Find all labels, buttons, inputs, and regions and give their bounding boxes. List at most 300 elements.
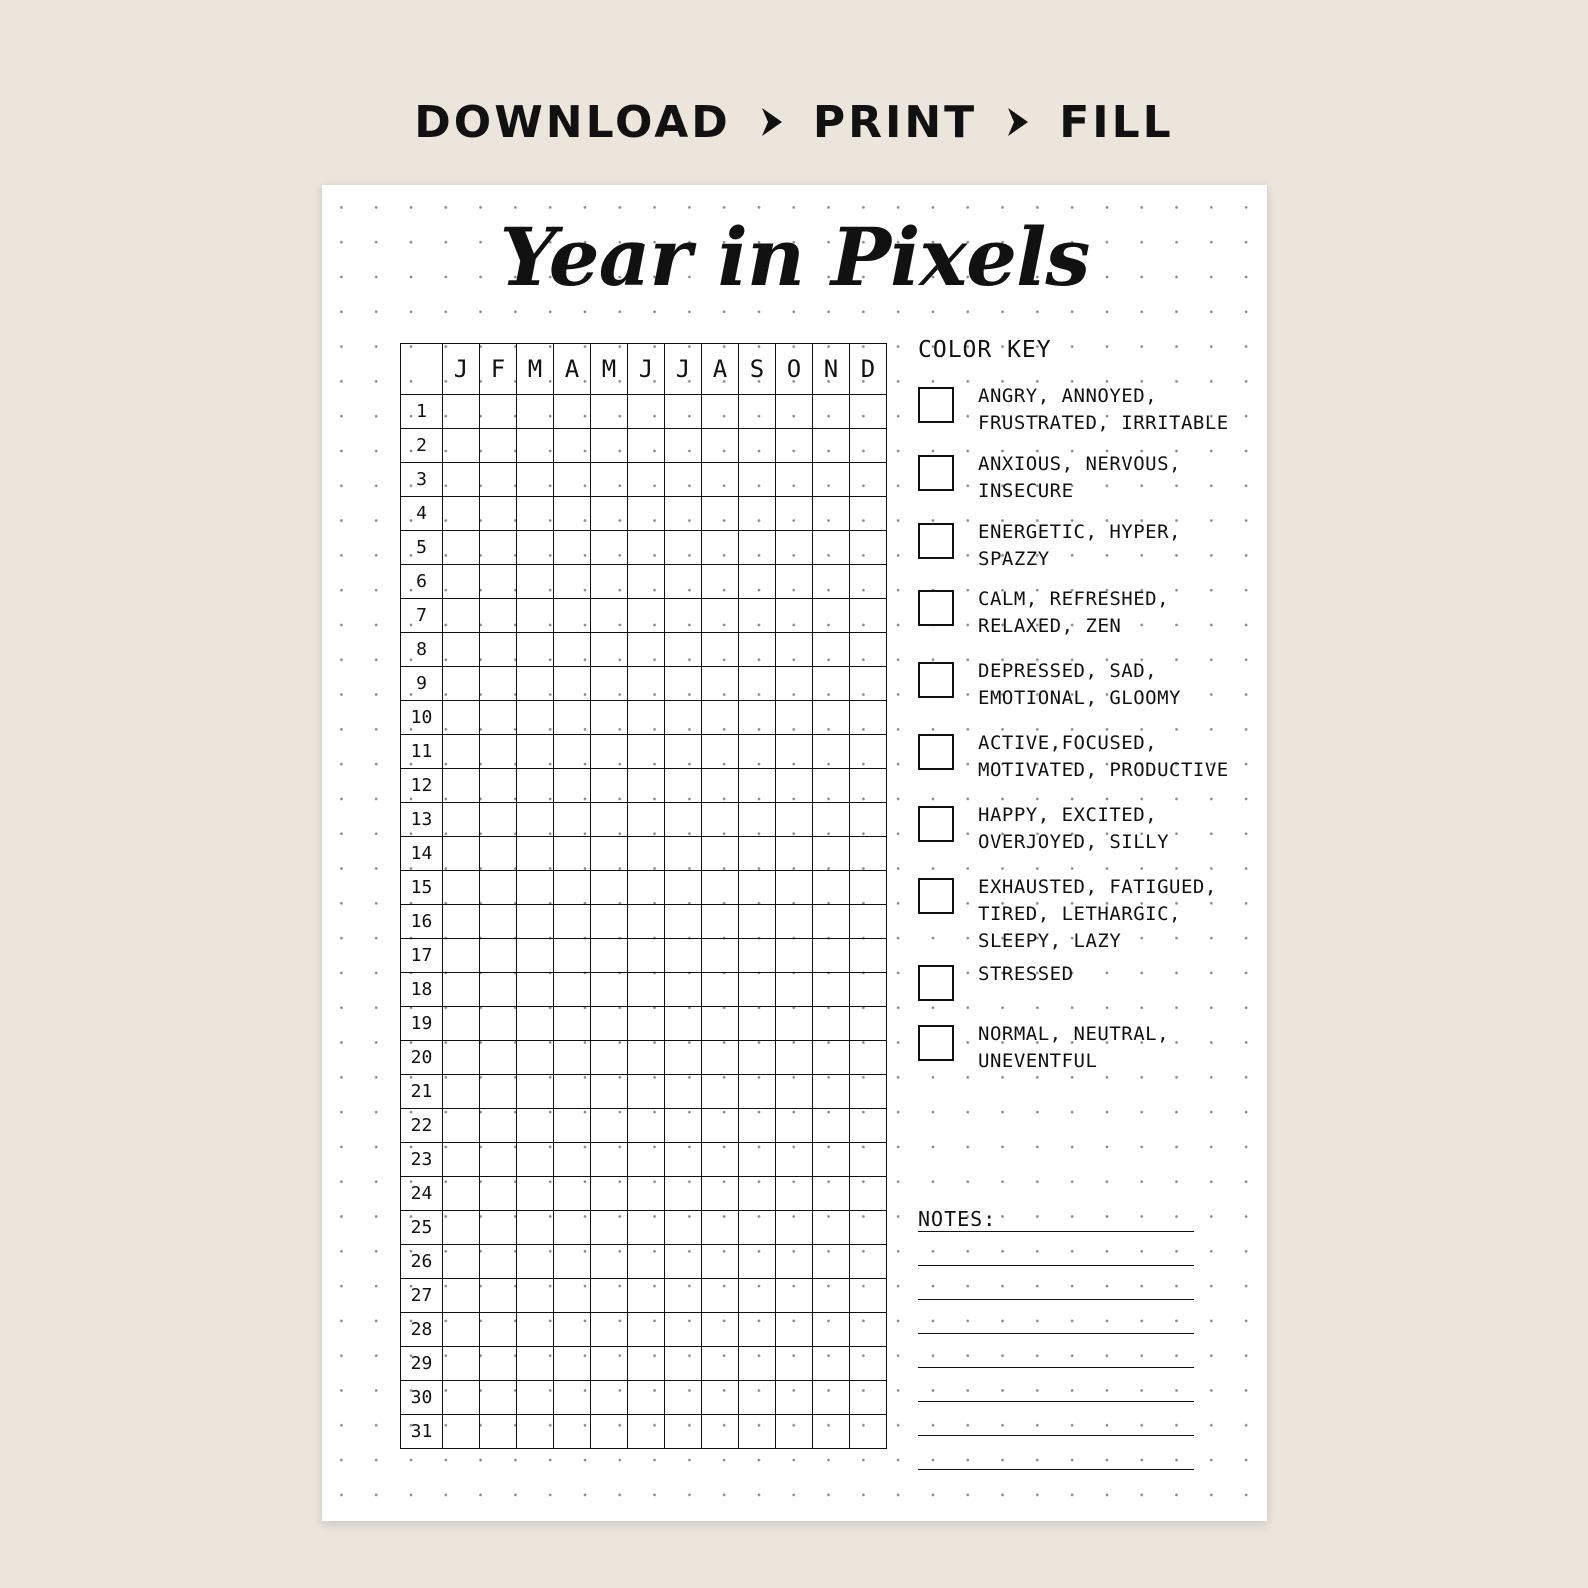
pixel-cell[interactable] (628, 905, 665, 939)
pixel-cell[interactable] (702, 1279, 739, 1313)
pixel-cell[interactable] (739, 565, 776, 599)
pixel-cell[interactable] (554, 1041, 591, 1075)
color-swatch-box[interactable] (918, 662, 954, 698)
pixel-cell[interactable] (813, 735, 850, 769)
pixel-cell[interactable] (850, 599, 887, 633)
pixel-cell[interactable] (850, 1143, 887, 1177)
pixel-cell[interactable] (813, 565, 850, 599)
pixel-cell[interactable] (517, 769, 554, 803)
pixel-cell[interactable] (739, 1415, 776, 1449)
pixel-cell[interactable] (591, 701, 628, 735)
pixel-cell[interactable] (702, 701, 739, 735)
pixel-cell[interactable] (850, 667, 887, 701)
pixel-cell[interactable] (517, 463, 554, 497)
pixel-cell[interactable] (554, 1381, 591, 1415)
pixel-cell[interactable] (665, 701, 702, 735)
pixel-cell[interactable] (443, 463, 480, 497)
pixel-cell[interactable] (702, 1211, 739, 1245)
pixel-cell[interactable] (850, 973, 887, 1007)
pixel-cell[interactable] (628, 837, 665, 871)
pixel-cell[interactable] (702, 497, 739, 531)
pixel-cell[interactable] (776, 1041, 813, 1075)
pixel-cell[interactable] (591, 735, 628, 769)
pixel-cell[interactable] (628, 803, 665, 837)
pixel-cell[interactable] (480, 1143, 517, 1177)
pixel-cell[interactable] (480, 1279, 517, 1313)
pixel-cell[interactable] (443, 667, 480, 701)
pixel-cell[interactable] (554, 395, 591, 429)
pixel-cell[interactable] (850, 1109, 887, 1143)
pixel-cell[interactable] (702, 973, 739, 1007)
pixel-cell[interactable] (702, 1245, 739, 1279)
pixel-cell[interactable] (776, 463, 813, 497)
pixel-cell[interactable] (480, 769, 517, 803)
pixel-cell[interactable] (480, 1007, 517, 1041)
pixel-cell[interactable] (480, 599, 517, 633)
pixel-cell[interactable] (443, 633, 480, 667)
pixel-cell[interactable] (628, 599, 665, 633)
pixel-cell[interactable] (850, 531, 887, 565)
pixel-cell[interactable] (517, 837, 554, 871)
pixel-cell[interactable] (776, 1007, 813, 1041)
pixel-cell[interactable] (628, 1381, 665, 1415)
pixel-cell[interactable] (776, 1347, 813, 1381)
pixel-cell[interactable] (850, 769, 887, 803)
pixel-cell[interactable] (665, 565, 702, 599)
pixel-cell[interactable] (776, 1313, 813, 1347)
pixel-cell[interactable] (554, 1109, 591, 1143)
pixel-cell[interactable] (443, 701, 480, 735)
pixel-cell[interactable] (591, 667, 628, 701)
pixel-cell[interactable] (628, 463, 665, 497)
pixel-cell[interactable] (443, 531, 480, 565)
pixel-cell[interactable] (591, 463, 628, 497)
pixel-cell[interactable] (517, 803, 554, 837)
pixel-cell[interactable] (813, 905, 850, 939)
pixel-cell[interactable] (628, 1143, 665, 1177)
pixel-cell[interactable] (480, 939, 517, 973)
pixel-cell[interactable] (665, 973, 702, 1007)
pixel-cell[interactable] (628, 701, 665, 735)
color-swatch-box[interactable] (918, 387, 954, 423)
pixel-cell[interactable] (813, 1143, 850, 1177)
pixel-cell[interactable] (443, 1279, 480, 1313)
pixel-cell[interactable] (628, 1041, 665, 1075)
pixel-cell[interactable] (850, 871, 887, 905)
pixel-cell[interactable] (591, 1007, 628, 1041)
pixel-cell[interactable] (702, 769, 739, 803)
pixel-cell[interactable] (517, 1347, 554, 1381)
pixel-cell[interactable] (813, 429, 850, 463)
pixel-cell[interactable] (702, 1177, 739, 1211)
note-line[interactable] (918, 1333, 1194, 1334)
pixel-cell[interactable] (702, 633, 739, 667)
pixel-cell[interactable] (850, 1211, 887, 1245)
pixel-cell[interactable] (554, 531, 591, 565)
pixel-cell[interactable] (443, 1313, 480, 1347)
pixel-cell[interactable] (665, 1177, 702, 1211)
pixel-cell[interactable] (665, 1041, 702, 1075)
pixel-cell[interactable] (776, 633, 813, 667)
pixel-cell[interactable] (739, 395, 776, 429)
pixel-cell[interactable] (739, 1347, 776, 1381)
pixel-cell[interactable] (554, 1177, 591, 1211)
pixel-cell[interactable] (739, 1313, 776, 1347)
pixel-cell[interactable] (517, 1109, 554, 1143)
pixel-cell[interactable] (517, 1075, 554, 1109)
pixel-cell[interactable] (702, 803, 739, 837)
pixel-cell[interactable] (591, 939, 628, 973)
pixel-cell[interactable] (739, 463, 776, 497)
pixel-cell[interactable] (813, 871, 850, 905)
pixel-cell[interactable] (591, 837, 628, 871)
pixel-cell[interactable] (628, 1279, 665, 1313)
pixel-cell[interactable] (702, 1415, 739, 1449)
pixel-cell[interactable] (628, 565, 665, 599)
pixel-cell[interactable] (554, 939, 591, 973)
pixel-cell[interactable] (813, 599, 850, 633)
pixel-cell[interactable] (813, 837, 850, 871)
pixel-cell[interactable] (628, 429, 665, 463)
pixel-cell[interactable] (554, 1143, 591, 1177)
note-line[interactable] (918, 1469, 1194, 1470)
pixel-cell[interactable] (813, 939, 850, 973)
pixel-cell[interactable] (776, 497, 813, 531)
pixel-cell[interactable] (665, 599, 702, 633)
pixel-cell[interactable] (591, 633, 628, 667)
pixel-cell[interactable] (665, 1313, 702, 1347)
pixel-cell[interactable] (517, 395, 554, 429)
pixel-cell[interactable] (554, 905, 591, 939)
pixel-cell[interactable] (739, 1211, 776, 1245)
pixel-cell[interactable] (554, 1313, 591, 1347)
pixel-cell[interactable] (813, 531, 850, 565)
pixel-cell[interactable] (517, 497, 554, 531)
pixel-cell[interactable] (628, 735, 665, 769)
pixel-cell[interactable] (776, 1381, 813, 1415)
pixel-cell[interactable] (554, 1211, 591, 1245)
pixel-cell[interactable] (776, 565, 813, 599)
pixel-cell[interactable] (591, 1177, 628, 1211)
pixel-cell[interactable] (739, 1143, 776, 1177)
pixel-cell[interactable] (628, 633, 665, 667)
pixel-cell[interactable] (443, 1007, 480, 1041)
pixel-cell[interactable] (517, 973, 554, 1007)
pixel-cell[interactable] (628, 1347, 665, 1381)
pixel-cell[interactable] (480, 1041, 517, 1075)
pixel-cell[interactable] (776, 1143, 813, 1177)
pixel-cell[interactable] (702, 1347, 739, 1381)
pixel-cell[interactable] (628, 497, 665, 531)
pixel-cell[interactable] (776, 837, 813, 871)
pixel-cell[interactable] (480, 1415, 517, 1449)
pixel-cell[interactable] (591, 1041, 628, 1075)
pixel-cell[interactable] (739, 701, 776, 735)
pixel-cell[interactable] (665, 803, 702, 837)
pixel-cell[interactable] (628, 1075, 665, 1109)
note-line[interactable] (918, 1367, 1194, 1368)
pixel-cell[interactable] (665, 1109, 702, 1143)
pixel-cell[interactable] (776, 1279, 813, 1313)
pixel-cell[interactable] (665, 667, 702, 701)
pixel-cell[interactable] (480, 463, 517, 497)
pixel-cell[interactable] (443, 1381, 480, 1415)
pixel-cell[interactable] (517, 1041, 554, 1075)
pixel-cell[interactable] (591, 1211, 628, 1245)
pixel-cell[interactable] (813, 1041, 850, 1075)
pixel-cell[interactable] (480, 871, 517, 905)
pixel-cell[interactable] (591, 429, 628, 463)
pixel-cell[interactable] (850, 1347, 887, 1381)
pixel-cell[interactable] (517, 1313, 554, 1347)
pixel-cell[interactable] (591, 1313, 628, 1347)
pixel-cell[interactable] (776, 905, 813, 939)
pixel-cell[interactable] (517, 871, 554, 905)
pixel-cell[interactable] (813, 1177, 850, 1211)
pixel-cell[interactable] (628, 1177, 665, 1211)
pixel-cell[interactable] (850, 1245, 887, 1279)
pixel-cell[interactable] (554, 463, 591, 497)
pixel-cell[interactable] (813, 1245, 850, 1279)
pixel-cell[interactable] (665, 1211, 702, 1245)
pixel-cell[interactable] (480, 497, 517, 531)
pixel-cell[interactable] (591, 1415, 628, 1449)
pixel-cell[interactable] (813, 395, 850, 429)
pixel-cell[interactable] (665, 395, 702, 429)
pixel-cell[interactable] (776, 667, 813, 701)
pixel-cell[interactable] (702, 667, 739, 701)
pixel-cell[interactable] (480, 565, 517, 599)
pixel-cell[interactable] (813, 1415, 850, 1449)
pixel-cell[interactable] (702, 871, 739, 905)
pixel-cell[interactable] (443, 735, 480, 769)
pixel-cell[interactable] (776, 599, 813, 633)
pixel-cell[interactable] (850, 463, 887, 497)
pixel-cell[interactable] (554, 803, 591, 837)
color-swatch-box[interactable] (918, 878, 954, 914)
pixel-cell[interactable] (776, 939, 813, 973)
pixel-cell[interactable] (554, 871, 591, 905)
pixel-cell[interactable] (443, 1347, 480, 1381)
note-line[interactable] (918, 1401, 1194, 1402)
pixel-cell[interactable] (850, 1415, 887, 1449)
pixel-cell[interactable] (665, 1381, 702, 1415)
pixel-cell[interactable] (850, 1075, 887, 1109)
pixel-cell[interactable] (702, 1041, 739, 1075)
pixel-cell[interactable] (554, 1245, 591, 1279)
pixel-cell[interactable] (813, 633, 850, 667)
pixel-cell[interactable] (813, 1007, 850, 1041)
pixel-cell[interactable] (739, 1109, 776, 1143)
pixel-cell[interactable] (739, 633, 776, 667)
pixel-cell[interactable] (739, 939, 776, 973)
pixel-cell[interactable] (443, 939, 480, 973)
pixel-cell[interactable] (813, 497, 850, 531)
pixel-cell[interactable] (554, 1075, 591, 1109)
note-line[interactable] (918, 1265, 1194, 1266)
pixel-cell[interactable] (702, 939, 739, 973)
note-line[interactable] (918, 1435, 1194, 1436)
pixel-cell[interactable] (628, 1211, 665, 1245)
pixel-cell[interactable] (480, 633, 517, 667)
pixel-cell[interactable] (628, 973, 665, 1007)
pixel-cell[interactable] (628, 395, 665, 429)
pixel-cell[interactable] (739, 803, 776, 837)
pixel-cell[interactable] (702, 735, 739, 769)
color-swatch-box[interactable] (918, 965, 954, 1001)
pixel-cell[interactable] (554, 599, 591, 633)
pixel-cell[interactable] (554, 667, 591, 701)
pixel-cell[interactable] (665, 1279, 702, 1313)
pixel-cell[interactable] (813, 701, 850, 735)
pixel-cell[interactable] (739, 1245, 776, 1279)
pixel-cell[interactable] (739, 429, 776, 463)
pixel-cell[interactable] (554, 837, 591, 871)
pixel-cell[interactable] (443, 599, 480, 633)
pixel-cell[interactable] (739, 667, 776, 701)
pixel-cell[interactable] (443, 1109, 480, 1143)
pixel-cell[interactable] (665, 905, 702, 939)
pixel-cell[interactable] (443, 905, 480, 939)
pixel-cell[interactable] (813, 1075, 850, 1109)
pixel-cell[interactable] (480, 1109, 517, 1143)
color-swatch-box[interactable] (918, 1025, 954, 1061)
pixel-cell[interactable] (591, 871, 628, 905)
pixel-cell[interactable] (813, 1211, 850, 1245)
pixel-cell[interactable] (554, 1007, 591, 1041)
pixel-cell[interactable] (813, 1109, 850, 1143)
pixel-cell[interactable] (443, 973, 480, 1007)
pixel-cell[interactable] (554, 769, 591, 803)
pixel-cell[interactable] (739, 599, 776, 633)
pixel-cell[interactable] (850, 565, 887, 599)
pixel-cell[interactable] (813, 463, 850, 497)
pixel-cell[interactable] (480, 429, 517, 463)
pixel-cell[interactable] (739, 735, 776, 769)
pixel-cell[interactable] (776, 701, 813, 735)
pixel-cell[interactable] (665, 1245, 702, 1279)
pixel-cell[interactable] (850, 701, 887, 735)
pixel-cell[interactable] (554, 1415, 591, 1449)
pixel-cell[interactable] (443, 1075, 480, 1109)
pixel-cell[interactable] (554, 701, 591, 735)
pixel-cell[interactable] (739, 769, 776, 803)
pixel-cell[interactable] (702, 599, 739, 633)
pixel-cell[interactable] (517, 429, 554, 463)
pixel-cell[interactable] (665, 531, 702, 565)
pixel-cell[interactable] (850, 735, 887, 769)
pixel-cell[interactable] (517, 905, 554, 939)
pixel-cell[interactable] (776, 769, 813, 803)
pixel-cell[interactable] (850, 1041, 887, 1075)
pixel-cell[interactable] (850, 497, 887, 531)
pixel-cell[interactable] (850, 429, 887, 463)
pixel-cell[interactable] (628, 939, 665, 973)
pixel-cell[interactable] (480, 837, 517, 871)
pixel-cell[interactable] (850, 1279, 887, 1313)
pixel-cell[interactable] (480, 973, 517, 1007)
pixel-cell[interactable] (702, 1109, 739, 1143)
pixel-cell[interactable] (480, 1245, 517, 1279)
pixel-cell[interactable] (517, 701, 554, 735)
pixel-cell[interactable] (554, 497, 591, 531)
pixel-cell[interactable] (776, 531, 813, 565)
pixel-cell[interactable] (813, 1313, 850, 1347)
pixel-cell[interactable] (776, 1075, 813, 1109)
pixel-cell[interactable] (554, 633, 591, 667)
note-line[interactable] (918, 1231, 1194, 1232)
pixel-cell[interactable] (443, 1415, 480, 1449)
pixel-cell[interactable] (813, 973, 850, 1007)
pixel-cell[interactable] (665, 1143, 702, 1177)
pixel-cell[interactable] (628, 1415, 665, 1449)
pixel-cell[interactable] (443, 497, 480, 531)
pixel-cell[interactable] (665, 1347, 702, 1381)
pixel-cell[interactable] (480, 1381, 517, 1415)
pixel-cell[interactable] (443, 1143, 480, 1177)
pixel-cell[interactable] (443, 769, 480, 803)
pixel-cell[interactable] (480, 395, 517, 429)
pixel-cell[interactable] (739, 497, 776, 531)
pixel-cell[interactable] (739, 973, 776, 1007)
pixel-cell[interactable] (850, 837, 887, 871)
pixel-cell[interactable] (665, 1415, 702, 1449)
pixel-cell[interactable] (591, 565, 628, 599)
pixel-cell[interactable] (850, 1313, 887, 1347)
pixel-cell[interactable] (850, 1007, 887, 1041)
pixel-cell[interactable] (480, 735, 517, 769)
pixel-cell[interactable] (517, 1245, 554, 1279)
pixel-cell[interactable] (628, 1007, 665, 1041)
pixel-cell[interactable] (850, 633, 887, 667)
pixel-cell[interactable] (702, 395, 739, 429)
pixel-cell[interactable] (628, 1109, 665, 1143)
pixel-cell[interactable] (554, 429, 591, 463)
pixel-cell[interactable] (517, 1007, 554, 1041)
pixel-cell[interactable] (850, 395, 887, 429)
note-line[interactable] (918, 1299, 1194, 1300)
pixel-cell[interactable] (702, 1143, 739, 1177)
pixel-cell[interactable] (591, 1109, 628, 1143)
pixel-cell[interactable] (480, 531, 517, 565)
pixel-cell[interactable] (517, 599, 554, 633)
pixel-cell[interactable] (591, 1075, 628, 1109)
pixel-cell[interactable] (776, 429, 813, 463)
pixel-cell[interactable] (517, 667, 554, 701)
pixel-cell[interactable] (517, 939, 554, 973)
pixel-cell[interactable] (702, 531, 739, 565)
pixel-cell[interactable] (554, 565, 591, 599)
color-swatch-box[interactable] (918, 455, 954, 491)
pixel-cell[interactable] (554, 1347, 591, 1381)
pixel-cell[interactable] (628, 769, 665, 803)
pixel-cell[interactable] (739, 1007, 776, 1041)
pixel-cell[interactable] (480, 701, 517, 735)
pixel-cell[interactable] (776, 1211, 813, 1245)
pixel-cell[interactable] (702, 463, 739, 497)
pixel-cell[interactable] (739, 1381, 776, 1415)
pixel-cell[interactable] (554, 973, 591, 1007)
pixel-cell[interactable] (591, 599, 628, 633)
pixel-cell[interactable] (813, 1381, 850, 1415)
pixel-cell[interactable] (702, 1007, 739, 1041)
pixel-cell[interactable] (665, 497, 702, 531)
pixel-cell[interactable] (665, 633, 702, 667)
pixel-cell[interactable] (739, 905, 776, 939)
pixel-cell[interactable] (517, 735, 554, 769)
pixel-cell[interactable] (517, 1279, 554, 1313)
pixel-cell[interactable] (480, 1075, 517, 1109)
